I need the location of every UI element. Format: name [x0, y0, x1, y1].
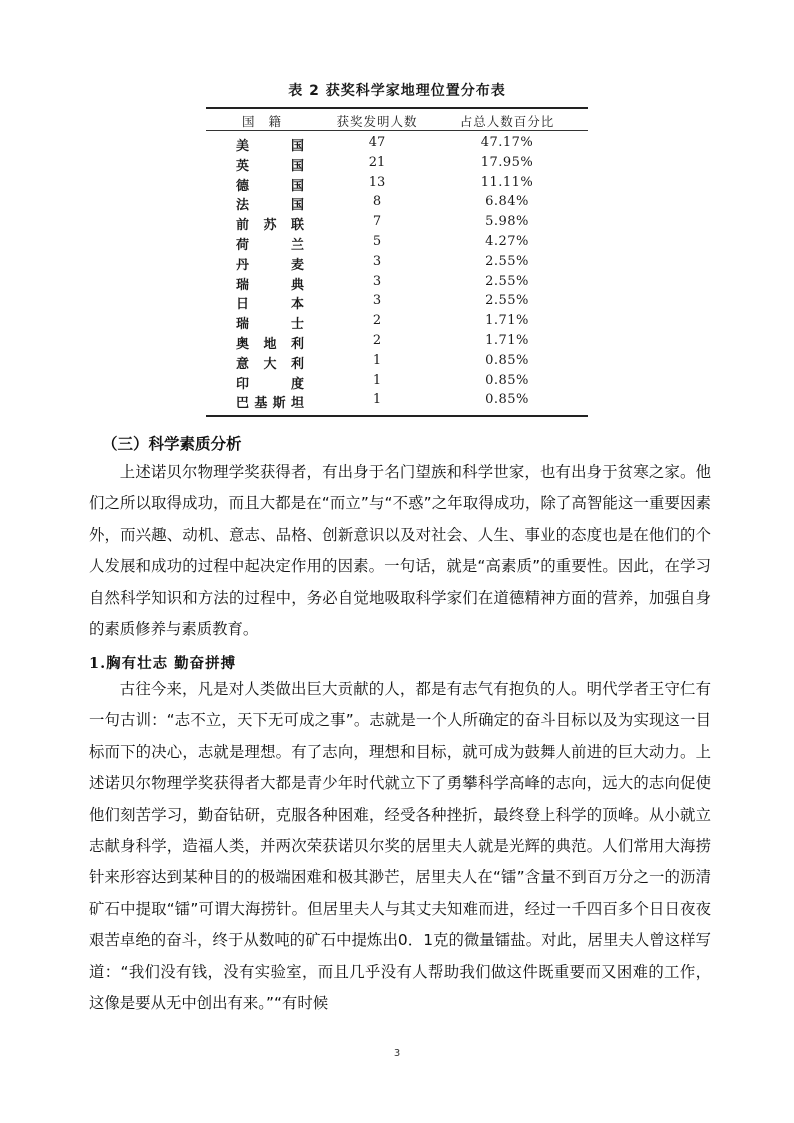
country-cell: 丹麦: [236, 257, 304, 273]
header-percent: 占总人数百分比: [459, 114, 555, 129]
count-cell: 5: [372, 233, 382, 249]
table-header-row: [206, 110, 588, 130]
country-cell: 德国: [236, 178, 304, 194]
table-row: [206, 193, 588, 213]
table-row: [206, 312, 588, 332]
table-bottom-rule: [206, 415, 588, 417]
count-cell: 3: [372, 273, 382, 289]
count-cell: 21: [368, 154, 386, 170]
country-cell: 瑞士: [236, 317, 304, 333]
count-cell: 2: [372, 332, 382, 348]
count-cell: 1: [372, 392, 382, 408]
percent-cell: 0.85%: [485, 372, 529, 388]
country-cell: 荷兰: [236, 237, 304, 253]
table-row: [206, 372, 588, 392]
table-row: [206, 273, 588, 293]
country-cell: 瑞典: [236, 277, 304, 293]
count-cell: 2: [372, 313, 382, 329]
country-cell: 奥地利: [236, 336, 304, 352]
count-cell: 3: [372, 293, 382, 309]
percent-cell: 2.55%: [485, 293, 529, 309]
percent-cell: 1.71%: [485, 332, 529, 348]
country-cell: 法国: [236, 198, 304, 214]
award-distribution-table: [206, 80, 588, 420]
count-cell: 8: [372, 194, 382, 210]
percent-cell: 5.98%: [485, 214, 529, 230]
count-cell: 1: [372, 352, 382, 368]
table-row: [206, 253, 588, 273]
table-row: [206, 292, 588, 312]
sub-heading: 1.胸有壮志 勤奋拼搏: [89, 655, 237, 672]
count-cell: 1: [372, 372, 382, 388]
percent-cell: 1.71%: [485, 313, 529, 329]
table-row: [206, 213, 588, 233]
table-row: [206, 134, 588, 154]
count-cell: 7: [372, 214, 382, 230]
country-cell: 日本: [236, 297, 304, 313]
country-cell: 美国: [236, 139, 304, 154]
country-cell: 印度: [236, 376, 304, 392]
table-caption: 表 2 获奖科学家地理位置分布表: [288, 83, 506, 99]
header-count: 获奖发明人数: [336, 114, 418, 129]
table-header-rule: [206, 130, 588, 131]
country-cell: 前苏联: [236, 218, 304, 234]
country-cell: 巴基斯坦: [236, 396, 304, 412]
percent-cell: 0.85%: [485, 392, 529, 408]
count-cell: 13: [368, 174, 386, 190]
country-cell: 英国: [236, 158, 304, 174]
count-cell: 47: [368, 135, 386, 150]
table-row: [206, 233, 588, 253]
table-top-rule: [206, 107, 588, 109]
percent-cell: 47.17%: [480, 135, 534, 150]
table-row: [206, 154, 588, 174]
percent-cell: 6.84%: [485, 194, 529, 210]
count-cell: 3: [372, 253, 382, 269]
header-country: 国籍: [242, 114, 296, 129]
page-number: 3: [393, 1048, 401, 1059]
percent-cell: 2.55%: [485, 273, 529, 289]
percent-cell: 0.85%: [485, 352, 529, 368]
percent-cell: 2.55%: [485, 253, 529, 269]
table-row: [206, 174, 588, 194]
table-row: [206, 352, 588, 372]
table-body: [206, 134, 588, 411]
percent-cell: 11.11%: [480, 174, 534, 190]
table-row: [206, 332, 588, 352]
paragraph-science-quality: 上述诺贝尔物理学奖获得者，有出身于名门望族和科学世家，也有出身于贫寒之家。他们之所以取得成功，而且大都是在“而立”与“不惑”之年取得成功，除了高智能这一重要因素外，而兴趣、动机、意志、品格、创新意识以及对社会、人生、事业的态度也是在他们的个人发展和成功的过程中起决定作用的因素。一句话，就是“高素质”的重要性。因此，在学习自然科学知识和方法的过程中，务必自觉地吸取科学家们在道德精神方面的营养，加强自身的素质修养与素质教育。: [89, 463, 711, 639]
section-heading: （三）科学素质分析: [102, 435, 242, 453]
country-cell: 意大利: [236, 356, 304, 372]
table-row: [206, 391, 588, 411]
percent-cell: 17.95%: [480, 154, 534, 170]
paragraph-ambition: 古往今来，凡是对人类做出巨大贡献的人，都是有志气有抱负的人。明代学者王守仁有一句古训：“志不立，天下无可成之事”。志就是一个人所确定的奋斗目标以及为实现这一目标而下的决心，志就是理想。有了志向，理想和目标，就可成为鼓舞人前进的巨大动力。上述诺贝尔物理学奖获得者大都是青少年时代就立下了勇攀科学高峰的志向，远大的志向促使他们刻苦学习，勤奋钻研，克服各种困难，经受各种挫折，最终登上科学的顶峰。从小就立志献身科学，造福人类，并两次荣获诺贝尔奖的居里夫人就是光辉的典范。人们常用大海捞针来形容达到某种目的的极端困难和极其渺芒，居里夫人在“镭”含量不到百万分之一的沥清矿石中提取“镭”可谓大海捞针。但居里夫人与其丈夫知难而进，经过一千四百多个日日夜夜艰苦卓绝的奋斗，终于从数吨的矿石中提炼出0．1克的微量镭盐。对此，居里夫人曾这样写道：“我们没有钱，没有实验室，而且几乎没有人帮助我们做这件既重要而又困难的工作，这像是要从无中创出有来。”“有时候: [89, 680, 711, 1013]
percent-cell: 4.27%: [485, 233, 529, 249]
